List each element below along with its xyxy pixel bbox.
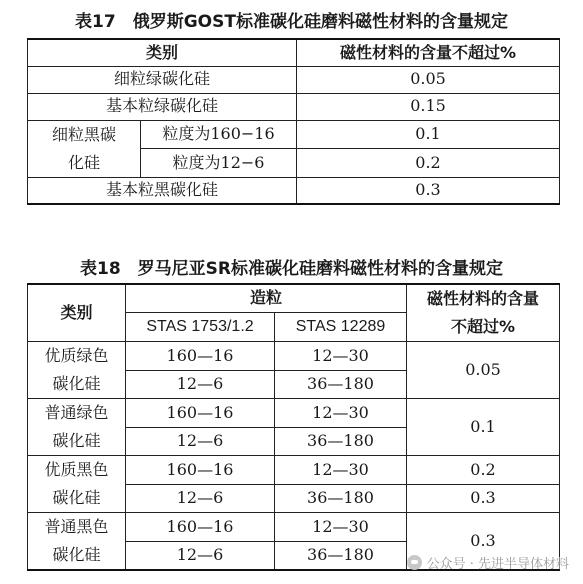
t17-row3-sub: 粒度为160−16: [141, 120, 297, 149]
t17-row2-label: 基本粒绿碳化硅: [28, 93, 297, 120]
wechat-icon: [407, 555, 422, 570]
t17-group-line2: 化硅: [67, 152, 100, 172]
t18-stas2-cell: 12—30: [275, 342, 407, 371]
table18: [27, 283, 560, 571]
t18-stas1-cell: 160—16: [126, 399, 275, 428]
t18-group-label-line2: 碳化硅: [52, 374, 101, 393]
t18-content-value: 0.3: [407, 513, 560, 571]
t18-group-label: [28, 342, 126, 399]
t18-header-content: [407, 284, 560, 342]
t17-header-content: 磁性材料的含量不超过%: [297, 39, 560, 66]
t18-stas2-cell: 12—30: [275, 399, 407, 428]
t18-stas2-cell: 36—180: [275, 427, 407, 456]
watermark: [407, 553, 569, 572]
t18-stas2-cell: 36—180: [275, 484, 407, 513]
t18-stas1-cell: 12—6: [126, 541, 275, 570]
t18-stas2-cell: 12—30: [275, 513, 407, 542]
t18-header-category: 类别: [28, 284, 126, 342]
t17-row2-value: 0.15: [297, 93, 560, 120]
t18-content-value: 0.2: [407, 456, 560, 485]
t17-row1-label: 细粒绿碳化硅: [28, 66, 297, 93]
t18-stas2-cell: 36—180: [275, 370, 407, 399]
t18-group-label-line1: 普通绿色: [44, 403, 109, 422]
t18-header-content-line1: 磁性材料的含量: [426, 289, 539, 308]
t17-group-label: [28, 120, 141, 177]
t18-content-value: 0.05: [407, 342, 560, 399]
t17-header-category: 类别: [28, 39, 297, 66]
t17-row1-value: 0.05: [297, 66, 560, 93]
table18-caption: 表18 罗马尼亚SR标准碳化硅磨料磁性材料的含量规定: [80, 259, 503, 279]
t18-header-grain: 造粒: [126, 284, 407, 313]
t18-stas1-cell: 160—16: [126, 342, 275, 371]
t18-group-label-line1: 优质黑色: [44, 460, 109, 479]
t18-header-stas2: STAS 12289: [275, 313, 407, 342]
t17-row4-sub: 粒度为12−6: [141, 149, 297, 178]
t18-group-label: [28, 399, 126, 456]
table17: [27, 38, 560, 205]
t18-stas2-cell: 12—30: [275, 456, 407, 485]
t18-group-label-line1: 普通黑色: [44, 517, 109, 536]
t18-stas1-cell: 12—6: [126, 484, 275, 513]
t18-stas1-cell: 12—6: [126, 427, 275, 456]
table17-caption: 表17 俄罗斯GOST标准碳化硅磨料磁性材料的含量规定: [75, 12, 508, 32]
t18-group-label-line2: 碳化硅: [52, 545, 101, 564]
t17-row4-value: 0.2: [297, 149, 560, 178]
t18-stas1-cell: 12—6: [126, 370, 275, 399]
t18-group-label-line2: 碳化硅: [52, 488, 101, 507]
t18-group-label-line2: 碳化硅: [52, 431, 101, 450]
t18-header-stas1: STAS 1753/1.2: [126, 313, 275, 342]
t18-stas2-cell: 36—180: [275, 541, 407, 570]
t17-row5-value: 0.3: [297, 177, 560, 204]
t17-row5-label: 基本粒黑碳化硅: [28, 177, 297, 204]
t18-stas1-cell: 160—16: [126, 456, 275, 485]
t18-content-value: 0.3: [407, 484, 560, 513]
watermark-text: 公众号 · 先进半导体材料: [426, 557, 569, 572]
t18-group-label: [28, 513, 126, 571]
t18-header-content-line2: 不超过%: [450, 317, 516, 336]
t18-stas1-cell: 160—16: [126, 513, 275, 542]
t18-group-label-line1: 优质绿色: [44, 346, 109, 365]
t17-row3-value: 0.1: [297, 120, 560, 149]
t17-group-line1: 细粒黑碳: [51, 124, 116, 144]
t18-content-value: 0.1: [407, 399, 560, 456]
t18-group-label: [28, 456, 126, 513]
